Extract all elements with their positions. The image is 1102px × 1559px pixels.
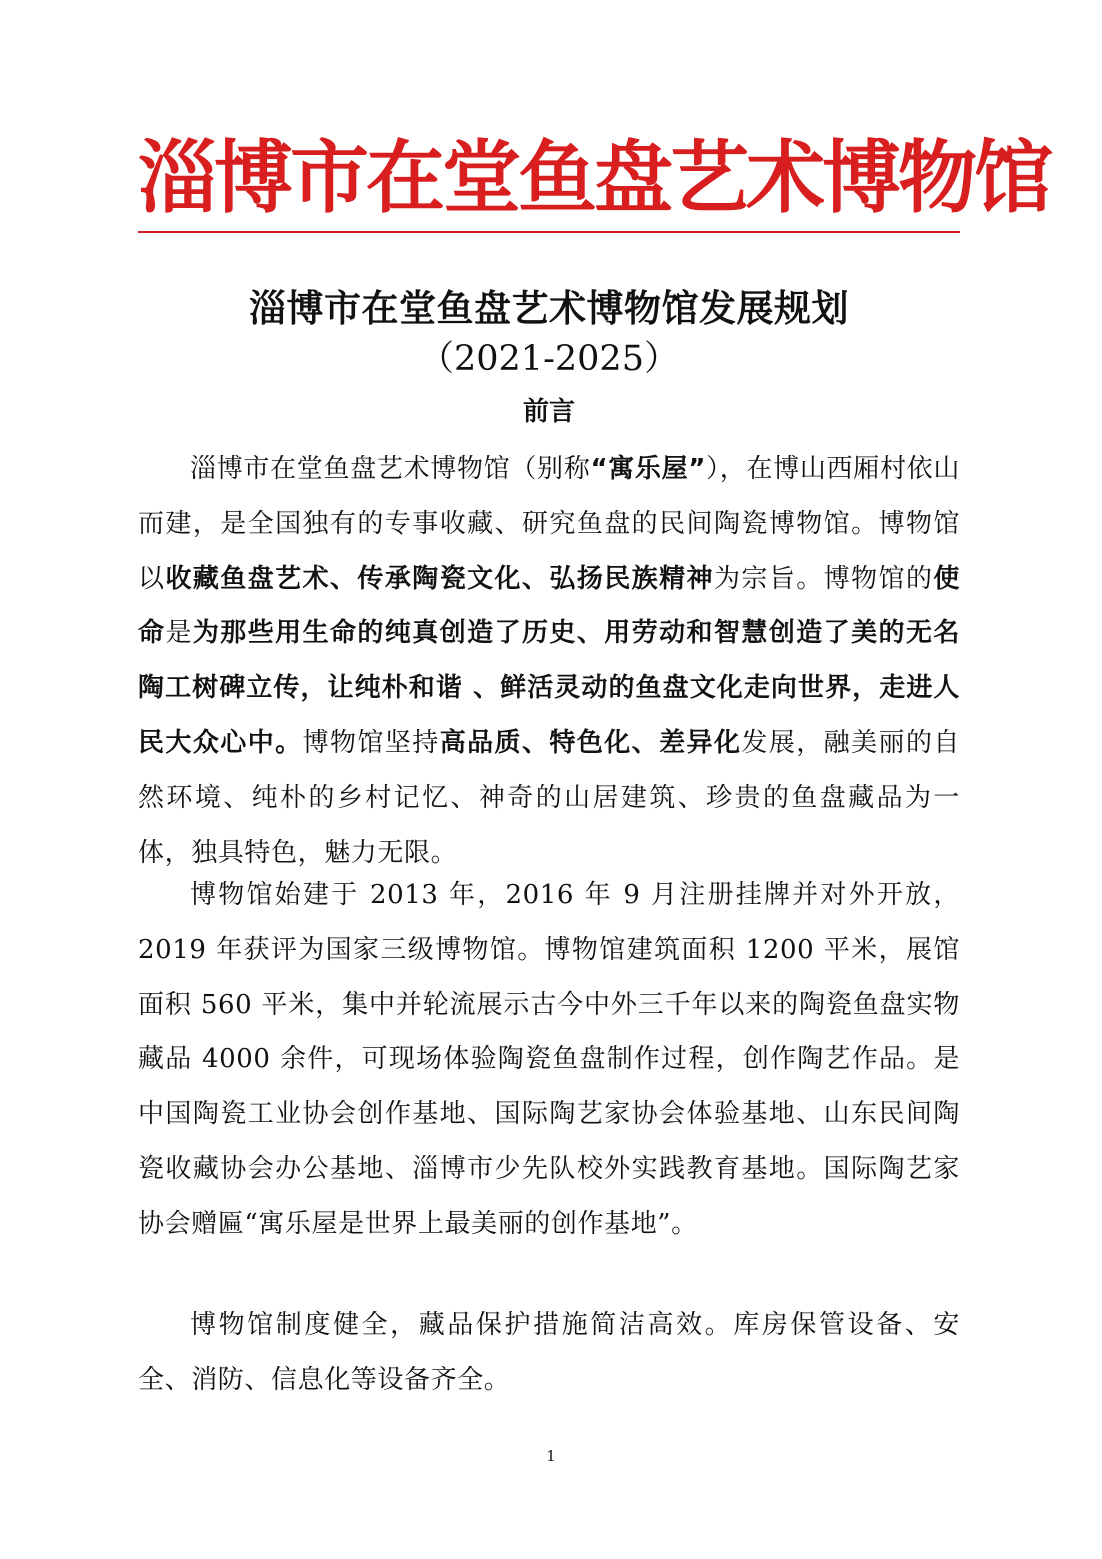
museum-purpose: 收藏鱼盘艺术、传承陶瓷文化、弘扬民族精神: [165, 563, 714, 594]
section-heading-preface: 前言: [522, 397, 575, 427]
paragraph-history: 博物馆始建于 2013 年，2016 年 9 月注册挂牌并对外开放，2019 年获评为国家三级博物馆。博物馆建筑面积 1200 平米，展馆面积 560 平米，集中并轮流展示古今中外三千年以来的陶瓷鱼盘实物藏品 4000 余件，可现场体验陶瓷鱼盘制作过程，创作陶艺作品。是中国陶瓷工业协会创作基地、国际陶艺家协会体验基地、山东民间陶瓷收藏协会办公基地、淄博市少先队校外实践教育基地。国际陶艺家协会赠匾“寓乐屋是世界上最美丽的创作基地”。: [138, 880, 960, 1239]
paragraph-text-segment: 是: [165, 618, 193, 649]
paragraph-text-segment: 淄博市在堂鱼盘艺术博物馆（别称: [190, 454, 591, 484]
document-title-period: （2021-2025）: [419, 339, 679, 379]
mission-statement: 为那些用生命的纯真创造了历史、用劳动和智慧创造了美的无名陶工树碑立传，让纯朴和谐 、鲜活灵动的鱼盘文化走向世界，走进人民大众心中。: [138, 618, 960, 758]
paragraph-introduction: [138, 442, 960, 880]
letterhead-organization-name: 淄博市在堂鱼盘艺术博物馆: [138, 132, 1050, 224]
letterhead-red-rule: [138, 231, 960, 233]
paragraph-text-segment: 发展，融美丽的自然环境、纯朴的乡村记忆、神奇的山居建筑、珍贵的鱼盘藏品为一体，独具特色，魅力无限。: [138, 727, 960, 868]
mission-label: 使命: [138, 563, 960, 649]
document-title: 淄博市在堂鱼盘艺术博物馆发展规划: [249, 287, 849, 330]
museum-alias: “寓乐屋”: [590, 454, 707, 484]
paragraph-management: 博物馆制度健全，藏品保护措施简洁高效。库房保管设备、安全、消防、信息化等设备齐全。: [138, 1310, 960, 1395]
development-principles: 高品质、特色化、差异化: [439, 727, 742, 758]
paragraph-text-segment: 为宗旨。博物馆的: [713, 563, 934, 594]
page-number: 1: [546, 1447, 556, 1465]
paragraph-text-segment: ），在博山西厢村依山而建，是全国独有的专事收藏、研究鱼盘的民间陶瓷博物馆。博物馆以: [138, 454, 960, 594]
paragraph-text-segment: 博物馆坚持: [302, 727, 440, 758]
